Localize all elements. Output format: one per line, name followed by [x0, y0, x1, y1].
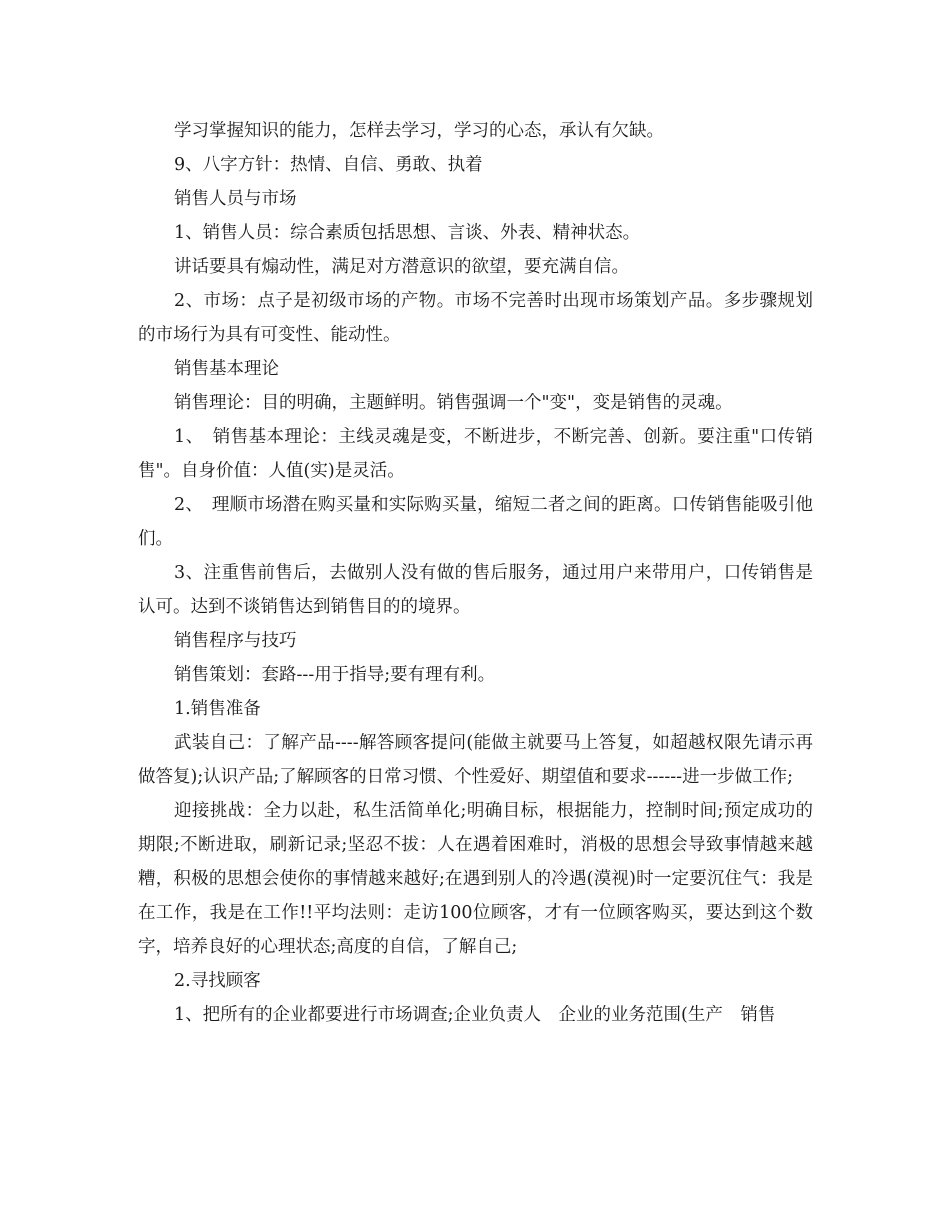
paragraph: 9、八字方针：热情、自信、勇敢、执着 [174, 155, 483, 175]
paragraph: 1、销售人员：综合素质包括思想、言谈、外表、精神状态。 [174, 223, 641, 243]
subsection-heading: 1.销售准备 [174, 699, 261, 719]
section-heading: 销售人员与市场 [174, 189, 297, 209]
subsection-heading: 2.寻找顾客 [174, 971, 261, 991]
paragraph: 讲话要具有煽动性，满足对方潜意识的欲望，要充满自信。 [174, 257, 629, 277]
paragraph: 2、 理顺市场潜在购买量和实际购买量，缩短二者之间的距离。口传销售能吸引他们。 [138, 495, 813, 549]
paragraph: 迎接挑战：全力以赴，私生活简单化;明确目标，根据能力，控制时间;预定成功的期限;不断进取，刷新记录;坚忍不拔：人在遇着困难时，消极的思想会导致事情越来越糟，积极的思想会使你的事情越来越好;在遇到别人的冷遇(漠视)时一定要沉住气：我是在工作，我是在工作!!平均法则：走访100位顾客，才有一位顾客购买，要达到这个数字，培养良好的心理状态;高度的自信，了解自己; [138, 801, 813, 957]
paragraph: 1、把所有的企业都要进行市场调查;企业负责人 企业的业务范围(生产 销售 [174, 1005, 776, 1025]
paragraph: 销售理论：目的明确，主题鲜明。销售强调一个"变"，变是销售的灵魂。 [174, 393, 733, 413]
section-heading: 销售基本理论 [174, 359, 279, 379]
paragraph: 武装自己：了解产品----解答顾客提问(能做主就要马上答复，如超越权限先请示再做答复);认识产品;了解顾客的日常习惯、个性爱好、期望值和要求------进一步做工作; [138, 733, 813, 787]
paragraph: 销售策划：套路---用于指导;要有理有利。 [174, 665, 496, 685]
section-heading: 销售程序与技巧 [174, 631, 297, 651]
paragraph: 3、注重售前售后，去做别人没有做的售后服务，通过用户来带用户，口传销售是认可。达到不谈销售达到销售目的的境界。 [138, 563, 813, 617]
paragraph: 2、市场：点子是初级市场的产物。市场不完善时出现市场策划产品。多步骤规划的市场行为具有可变性、能动性。 [138, 291, 813, 345]
document-body [138, 114, 813, 1032]
paragraph: 1、 销售基本理论：主线灵魂是变，不断进步，不断完善、创新。要注重"口传销售"。自身价值：人值(实)是灵活。 [138, 427, 813, 481]
paragraph: 学习掌握知识的能力，怎样去学习，学习的心态，承认有欠缺。 [174, 121, 664, 141]
